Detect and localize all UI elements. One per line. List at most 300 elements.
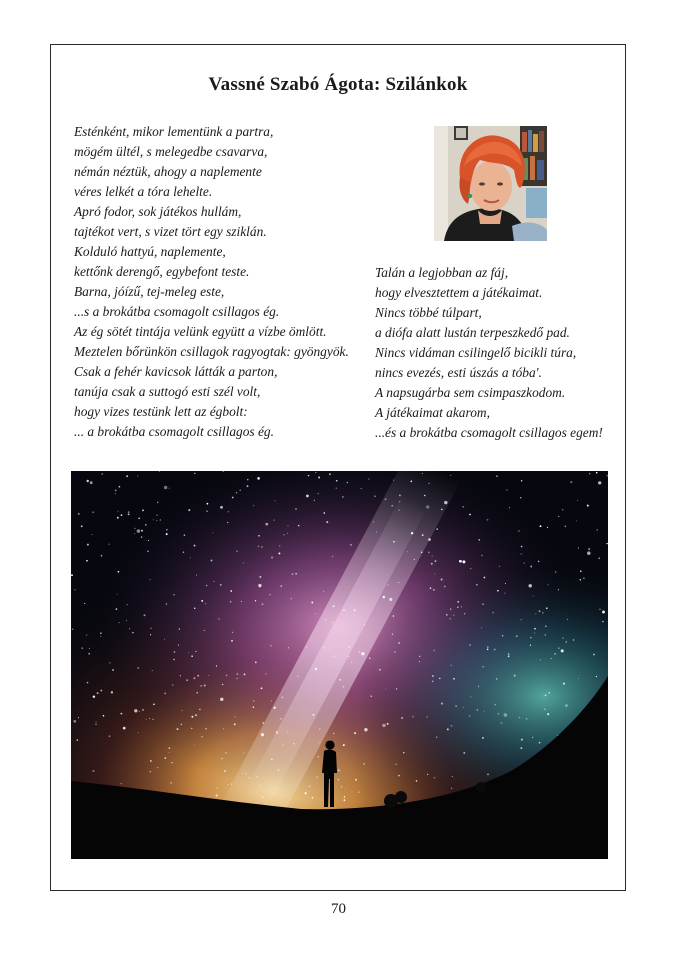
star xyxy=(306,646,308,648)
star xyxy=(245,773,246,774)
star xyxy=(305,792,307,794)
star xyxy=(287,525,288,526)
star xyxy=(297,676,298,677)
star xyxy=(230,601,232,603)
star xyxy=(169,752,170,753)
star xyxy=(598,557,600,559)
star xyxy=(258,584,261,587)
star xyxy=(316,776,318,778)
star xyxy=(359,651,360,652)
star xyxy=(508,653,510,655)
star xyxy=(540,659,541,660)
poem-line: Apró fodor, sok játékos hullám, xyxy=(74,204,242,219)
star xyxy=(149,718,150,719)
star xyxy=(392,633,393,634)
star xyxy=(234,723,236,725)
star xyxy=(565,704,568,707)
star xyxy=(153,703,155,705)
star xyxy=(428,538,431,541)
star xyxy=(92,511,94,513)
star xyxy=(306,494,309,497)
star xyxy=(563,682,565,684)
star xyxy=(487,646,488,647)
star xyxy=(588,548,590,550)
star xyxy=(230,590,232,592)
star xyxy=(535,613,536,614)
star xyxy=(87,544,89,546)
star xyxy=(457,601,459,603)
star xyxy=(393,480,394,481)
star xyxy=(157,767,158,768)
star xyxy=(237,673,239,675)
star xyxy=(587,551,591,555)
poem-left-column xyxy=(74,122,349,442)
star xyxy=(487,774,489,776)
star xyxy=(487,519,489,521)
star xyxy=(433,589,435,591)
star xyxy=(565,641,567,643)
star xyxy=(134,533,135,534)
star xyxy=(314,500,315,501)
star xyxy=(197,675,199,677)
star xyxy=(227,784,228,785)
star xyxy=(220,506,223,509)
poem-line: némán néztük, ahogy a naplemente xyxy=(74,164,262,179)
star xyxy=(496,678,498,680)
star xyxy=(164,757,166,759)
star xyxy=(596,676,597,677)
star xyxy=(539,742,541,744)
star xyxy=(196,692,198,694)
star xyxy=(118,571,120,573)
star xyxy=(596,529,598,531)
star xyxy=(482,737,484,739)
star xyxy=(432,681,433,682)
star xyxy=(141,530,143,532)
star xyxy=(191,716,193,718)
star xyxy=(149,579,150,580)
star xyxy=(274,707,276,709)
star xyxy=(121,713,123,715)
poem-line: nincs evezés, esti úszás a tóba'. xyxy=(375,365,542,380)
star xyxy=(547,713,549,715)
star xyxy=(451,788,452,789)
star xyxy=(427,716,428,717)
star xyxy=(157,502,158,503)
star xyxy=(484,711,485,712)
star xyxy=(262,797,263,798)
star xyxy=(194,677,196,679)
star xyxy=(546,607,548,609)
poem-line: ...és a brokátba csomagolt csillagos egem! xyxy=(375,425,603,440)
poem-line: mögém ültél, s melegedbe csavarva, xyxy=(74,144,268,159)
star xyxy=(545,626,547,628)
star xyxy=(395,764,396,765)
star xyxy=(361,488,362,489)
star xyxy=(540,525,542,527)
star xyxy=(354,609,356,611)
poem-title: Vassné Szabó Ágota: Szilánkok xyxy=(208,74,468,95)
star xyxy=(464,613,465,614)
star xyxy=(444,501,447,504)
star xyxy=(329,473,331,475)
star xyxy=(482,603,484,605)
star xyxy=(555,572,556,573)
star xyxy=(242,773,243,774)
star xyxy=(504,593,505,594)
star xyxy=(273,519,274,520)
star xyxy=(236,492,237,493)
star xyxy=(169,747,171,749)
star xyxy=(315,472,316,473)
star xyxy=(145,719,146,720)
poem-line: hogy elvesztettem a játékaimat. xyxy=(375,285,543,300)
star xyxy=(534,632,535,633)
star xyxy=(255,600,256,601)
star xyxy=(319,728,321,730)
star xyxy=(213,581,214,582)
star xyxy=(399,494,401,496)
star xyxy=(434,573,435,574)
star xyxy=(152,670,153,671)
poem-line: Talán a legjobban az fáj, xyxy=(375,265,509,280)
star xyxy=(530,637,531,638)
star xyxy=(87,480,89,482)
star xyxy=(323,512,325,514)
star xyxy=(593,654,595,656)
star xyxy=(598,481,601,484)
star xyxy=(410,480,412,482)
star xyxy=(451,665,452,666)
star xyxy=(126,475,128,477)
star xyxy=(542,612,543,613)
star xyxy=(602,611,605,614)
star xyxy=(482,666,483,667)
star xyxy=(90,481,93,484)
star xyxy=(457,607,458,608)
star xyxy=(573,639,575,641)
star xyxy=(95,723,96,724)
star xyxy=(398,775,400,777)
star xyxy=(247,485,249,487)
star xyxy=(469,716,470,717)
star xyxy=(195,651,196,652)
star xyxy=(160,519,161,520)
star xyxy=(180,675,181,676)
star xyxy=(207,503,209,505)
star xyxy=(516,635,518,637)
star xyxy=(494,649,496,651)
author-portrait xyxy=(434,126,547,241)
star xyxy=(291,598,292,599)
star xyxy=(521,553,522,554)
star xyxy=(173,594,175,596)
star xyxy=(577,500,578,501)
star xyxy=(463,707,464,708)
star xyxy=(293,743,294,744)
star xyxy=(101,473,103,475)
star xyxy=(126,620,127,621)
star xyxy=(166,603,167,604)
star xyxy=(545,634,547,636)
star xyxy=(244,673,246,675)
star xyxy=(554,653,556,655)
star xyxy=(86,634,88,636)
star xyxy=(117,511,118,512)
star xyxy=(532,737,533,738)
star xyxy=(469,644,471,646)
star xyxy=(547,527,548,528)
star xyxy=(270,645,271,646)
star xyxy=(271,556,273,558)
star xyxy=(462,560,465,563)
star xyxy=(142,709,144,711)
star xyxy=(144,614,146,616)
star xyxy=(508,655,510,657)
star xyxy=(596,472,598,474)
star xyxy=(72,628,74,630)
star xyxy=(426,505,429,508)
star xyxy=(374,496,375,497)
star xyxy=(338,769,339,770)
star xyxy=(216,665,217,666)
poem-line: Csak a fehér kavicsok látták a parton, xyxy=(74,364,278,379)
star xyxy=(208,675,209,676)
star xyxy=(249,777,251,779)
star xyxy=(459,560,462,563)
star xyxy=(287,533,288,534)
star xyxy=(183,552,184,553)
star xyxy=(292,573,293,574)
star xyxy=(220,584,222,586)
star xyxy=(325,619,326,620)
star xyxy=(169,488,170,489)
star xyxy=(565,526,567,528)
star xyxy=(369,658,370,659)
star xyxy=(580,570,582,572)
star xyxy=(261,733,264,736)
star xyxy=(469,514,471,516)
star xyxy=(283,534,284,535)
star xyxy=(194,607,196,609)
star xyxy=(282,697,283,698)
star xyxy=(100,636,101,637)
star xyxy=(393,541,395,543)
star xyxy=(243,563,244,564)
star xyxy=(228,511,229,512)
star xyxy=(521,546,523,548)
star xyxy=(164,486,168,490)
star xyxy=(103,715,105,717)
star xyxy=(434,650,435,651)
star xyxy=(88,653,90,655)
star xyxy=(521,739,523,741)
star xyxy=(589,473,591,475)
star xyxy=(412,716,414,718)
star xyxy=(174,651,176,653)
star xyxy=(194,545,196,547)
star xyxy=(288,647,289,648)
star xyxy=(355,779,357,781)
star xyxy=(528,584,531,587)
star xyxy=(262,722,263,723)
star xyxy=(411,532,413,534)
star xyxy=(271,700,272,701)
star xyxy=(530,566,532,568)
star xyxy=(119,622,120,623)
star xyxy=(567,619,568,620)
star xyxy=(419,661,420,662)
star xyxy=(478,686,479,687)
star xyxy=(450,608,451,609)
star xyxy=(505,583,506,584)
star xyxy=(201,736,202,737)
star xyxy=(483,577,485,579)
star xyxy=(173,659,174,660)
star xyxy=(258,535,260,537)
star xyxy=(137,529,140,532)
star xyxy=(166,529,167,530)
star xyxy=(432,675,434,677)
star xyxy=(222,684,223,685)
star xyxy=(476,709,478,711)
star xyxy=(606,543,607,544)
star xyxy=(398,510,399,511)
star xyxy=(487,649,489,651)
star xyxy=(387,584,388,585)
star xyxy=(453,615,454,616)
star xyxy=(347,482,348,483)
star xyxy=(364,728,367,731)
star xyxy=(576,520,577,521)
star xyxy=(116,608,118,610)
star xyxy=(470,696,471,697)
star xyxy=(432,556,433,557)
star xyxy=(547,584,548,585)
star xyxy=(428,552,430,554)
star xyxy=(519,717,521,719)
star xyxy=(403,752,404,753)
star xyxy=(398,582,399,583)
star xyxy=(253,706,255,708)
star xyxy=(78,513,80,515)
star xyxy=(407,551,408,552)
star xyxy=(422,534,424,536)
star xyxy=(312,714,314,716)
star xyxy=(231,784,232,785)
star xyxy=(93,695,95,697)
star xyxy=(354,732,356,734)
poem-line: Esténként, mikor lementünk a partra, xyxy=(74,124,274,139)
star xyxy=(545,694,547,696)
star xyxy=(533,595,534,596)
star xyxy=(470,568,472,570)
star xyxy=(430,587,432,589)
star xyxy=(421,551,423,553)
star xyxy=(117,594,118,595)
star xyxy=(318,742,319,743)
star xyxy=(364,624,366,626)
star xyxy=(502,635,503,636)
star xyxy=(509,507,510,508)
star xyxy=(431,563,433,565)
star xyxy=(351,791,352,792)
star xyxy=(385,689,386,690)
star xyxy=(504,713,508,717)
star xyxy=(240,490,241,491)
star xyxy=(428,483,429,484)
poem-line: a diófa alatt lustán terpeszkedő pad. xyxy=(375,325,570,340)
star xyxy=(265,523,268,526)
star xyxy=(570,481,572,483)
star xyxy=(344,799,346,801)
star xyxy=(92,770,94,772)
star xyxy=(164,693,166,695)
star xyxy=(463,752,465,754)
star xyxy=(236,550,238,552)
star xyxy=(97,692,99,694)
star xyxy=(139,711,140,712)
star xyxy=(258,546,260,548)
star xyxy=(435,560,437,562)
star xyxy=(602,621,604,623)
star xyxy=(350,544,352,546)
star xyxy=(137,667,138,668)
star xyxy=(172,685,173,686)
star xyxy=(253,700,255,702)
star xyxy=(191,655,193,657)
star xyxy=(232,632,233,633)
star xyxy=(150,760,152,762)
star xyxy=(481,627,482,628)
star xyxy=(206,510,208,512)
star xyxy=(330,664,331,665)
star xyxy=(376,532,377,533)
poem-line: Nincs vidáman csilingelő bicikli túra, xyxy=(375,345,577,360)
star xyxy=(196,575,197,576)
star xyxy=(336,487,337,488)
star xyxy=(73,720,76,723)
star xyxy=(534,628,536,630)
star xyxy=(495,704,497,706)
star xyxy=(453,678,455,680)
star xyxy=(462,506,464,508)
star xyxy=(538,561,540,563)
star xyxy=(280,718,282,720)
star xyxy=(342,496,344,498)
star xyxy=(119,486,121,488)
star xyxy=(452,776,453,777)
star xyxy=(115,493,116,494)
star xyxy=(138,732,139,733)
star xyxy=(117,517,119,519)
star xyxy=(578,678,579,679)
star xyxy=(195,714,197,716)
poem-line: Kolduló hattyú, naplemente, xyxy=(74,244,226,259)
star xyxy=(347,613,348,614)
star xyxy=(129,628,130,629)
star xyxy=(259,576,261,578)
star xyxy=(138,518,140,520)
star xyxy=(311,602,313,604)
star xyxy=(127,604,128,605)
star xyxy=(416,780,418,782)
star xyxy=(74,589,75,590)
star xyxy=(121,514,123,516)
star xyxy=(100,632,102,634)
star xyxy=(312,797,314,799)
star xyxy=(164,639,165,640)
